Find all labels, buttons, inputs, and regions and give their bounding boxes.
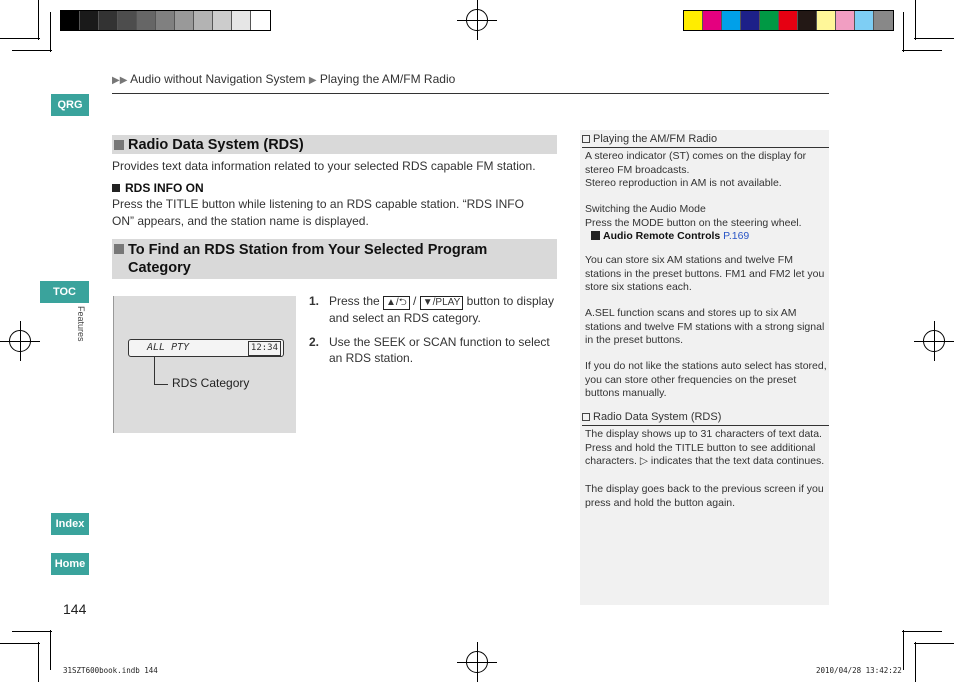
subheading <box>112 181 204 195</box>
sidebar-text: Press the MODE button on the steering wheel. <box>585 216 802 229</box>
sidebar-text: Switching the Audio Mode <box>585 203 706 215</box>
subheading-square-icon <box>112 184 120 192</box>
sidebar-paragraph <box>585 150 827 191</box>
color-swatch <box>118 11 137 30</box>
header-rule <box>112 93 829 94</box>
crop-mark <box>38 0 39 40</box>
up-back-key: ▲/⮌ <box>383 296 410 310</box>
audio-display <box>128 339 284 357</box>
color-swatch <box>61 11 80 30</box>
link-arrow-icon <box>591 231 600 240</box>
sidebar-heading-text: Radio Data System (RDS) <box>593 411 722 423</box>
registration-mark <box>0 321 40 361</box>
color-swatch <box>137 11 156 30</box>
down-play-key: ▼/PLAY <box>420 296 464 310</box>
color-swatch-bar <box>683 10 894 31</box>
print-slug-date: 2010/04/28 13:42:22 <box>816 666 902 675</box>
crop-mark <box>914 643 954 644</box>
crop-mark <box>12 631 52 632</box>
display-text: ALL PTY <box>147 342 190 353</box>
step-item <box>309 293 554 326</box>
continue-triangle-icon: ▷ <box>639 455 648 467</box>
sidebar-heading <box>582 411 829 426</box>
sidebar-paragraph: If you do not like the stations auto select has stored, you can store other frequencies on the preset buttons manually. <box>585 360 827 399</box>
color-swatch <box>836 11 855 30</box>
crop-mark <box>0 643 40 644</box>
color-swatch <box>194 11 213 30</box>
qrg-button[interactable]: QRG <box>51 94 89 116</box>
crop-mark <box>38 642 39 682</box>
color-swatch <box>779 11 798 30</box>
crop-mark <box>902 50 942 51</box>
index-button[interactable]: Index <box>51 513 89 535</box>
breadcrumb-arrow-icon: ▶▶ <box>112 75 128 86</box>
step-number: 1. <box>309 294 320 308</box>
heading-square-icon <box>114 244 124 254</box>
step-text: Use the SEEK or SCAN function to select an RDS station. <box>329 335 550 365</box>
color-swatch <box>703 11 722 30</box>
sidebar-text: A stereo indicator (ST) comes on the display for stereo FM broadcasts. <box>585 150 807 176</box>
color-swatch <box>741 11 760 30</box>
color-swatch <box>232 11 251 30</box>
sidebar-text: indicates that the text data continues. <box>647 455 825 467</box>
color-swatch <box>99 11 118 30</box>
intro-text: Provides text data information related to your selected RDS capable FM station. <box>112 159 536 173</box>
link-label[interactable]: Audio Remote Controls <box>603 230 721 242</box>
crop-mark <box>902 631 942 632</box>
toc-button[interactable]: TOC <box>40 281 89 303</box>
heading-square-icon <box>114 140 124 150</box>
link-page[interactable]: P.169 <box>723 230 750 242</box>
crop-mark <box>50 12 51 52</box>
section-heading-text: To Find an RDS Station from Your Selected Program <box>128 242 488 258</box>
color-swatch <box>722 11 741 30</box>
color-swatch <box>80 11 99 30</box>
section-heading-text: Category <box>128 260 191 276</box>
sidebar-paragraph: The display goes back to the previous screen if you press and hold the button again. <box>585 483 824 509</box>
note-icon <box>582 413 590 421</box>
color-swatch <box>251 11 270 30</box>
section-heading-text: Radio Data System (RDS) <box>128 137 304 153</box>
section-heading <box>112 239 557 279</box>
crop-mark <box>915 642 916 682</box>
color-swatch <box>798 11 817 30</box>
color-swatch <box>817 11 836 30</box>
sidebar-paragraph: You can store six AM stations and twelve FM stations in the preset buttons. FM1 and FM2 let you store six stations each. <box>585 254 825 293</box>
sidebar-heading-text: Playing the AM/FM Radio <box>593 133 718 145</box>
crop-mark <box>915 0 916 40</box>
color-swatch <box>175 11 194 30</box>
sidebar-paragraph <box>585 428 827 469</box>
figure-label: RDS Category <box>172 376 250 390</box>
crop-mark <box>903 630 904 670</box>
rds-info-text: Press the TITLE button while listening to an RDS capable station. “RDS INFO ON” appears, and the station name is displayed. <box>112 197 524 228</box>
step-number: 2. <box>309 335 320 349</box>
rds-display-figure <box>113 296 296 433</box>
sidebar-heading <box>582 133 829 148</box>
registration-mark <box>457 0 497 40</box>
leader-line <box>154 357 155 384</box>
crop-mark <box>50 630 51 670</box>
sidebar-text: Stereo reproduction in AM is not available. <box>585 177 782 189</box>
leader-line <box>154 384 168 385</box>
color-swatch <box>156 11 175 30</box>
color-swatch <box>855 11 874 30</box>
step-text <box>329 293 554 326</box>
step-list <box>309 293 554 374</box>
step-text-part: / <box>409 294 420 308</box>
crop-mark <box>0 38 40 39</box>
display-clock: 12:34 <box>248 341 281 356</box>
step-text-part: Press the <box>329 294 384 308</box>
color-swatch <box>760 11 779 30</box>
crop-mark <box>914 38 954 39</box>
color-swatch <box>213 11 232 30</box>
home-button[interactable]: Home <box>51 553 89 575</box>
print-slug-file: 31SZT600book.indb 144 <box>63 666 158 675</box>
subheading-text: RDS INFO ON <box>125 181 204 195</box>
breadcrumb-item[interactable]: Audio without Navigation System <box>130 72 306 86</box>
audio-remote-controls-link[interactable] <box>585 230 827 244</box>
sidebar-paragraph <box>585 203 827 244</box>
step-item <box>309 334 554 366</box>
crop-mark <box>12 50 52 51</box>
page-number: 144 <box>63 601 87 617</box>
breadcrumb-item[interactable]: Playing the AM/FM Radio <box>319 72 456 86</box>
color-swatch <box>684 11 703 30</box>
registration-mark <box>914 321 954 361</box>
registration-mark <box>457 642 497 682</box>
crop-mark <box>903 12 904 52</box>
color-swatch <box>874 11 893 30</box>
chapter-tab: Features <box>76 306 86 342</box>
section-heading <box>112 135 557 154</box>
sidebar-text: The display shows up to 31 characters of text data. Press and hold the TITLE button to see additional characters. <box>585 428 822 467</box>
gray-swatch-bar <box>60 10 271 31</box>
sidebar-paragraph: A.SEL function scans and stores up to six AM stations and twelve FM stations with a strong signal in the preset buttons. <box>585 307 825 346</box>
breadcrumb-arrow-icon: ▶ <box>308 75 317 86</box>
step-text-part: button to display and select an RDS category. <box>329 294 554 325</box>
breadcrumb <box>112 72 455 86</box>
note-icon <box>582 135 590 143</box>
